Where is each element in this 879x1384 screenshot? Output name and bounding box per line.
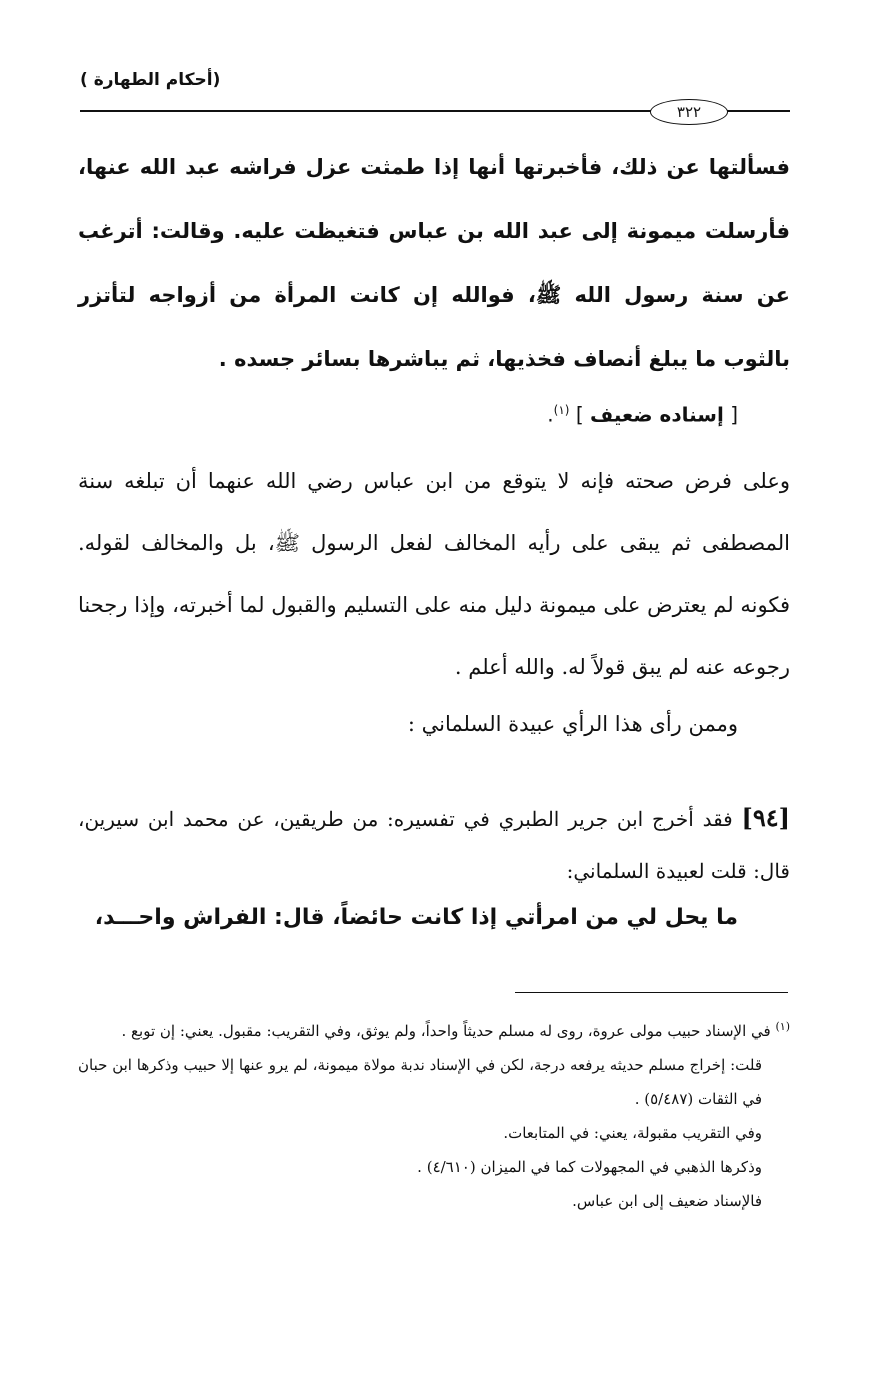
footnote-ref: (١) (553, 403, 570, 417)
hadith-94 (78, 792, 790, 897)
footnote-marker: (١) (775, 1020, 790, 1033)
footnote-1-text: في الإسناد حبيب مولى عروة، روى له مسلم حديثاً واحداً، ولم يوثق، وفي التقريب: مقبول. يعني: إن توبع . (121, 1022, 771, 1040)
quoted-text: ما يحل لي من امرأتي إذا كانت حائضاً، قال: الفراش واحـــد، (94, 905, 738, 930)
footnote-separator (515, 992, 788, 993)
isnad-grading (78, 390, 738, 435)
hadith-number: [٩٤] (741, 803, 790, 832)
footnote-note-dhahabi: وذكرها الذهبي في المجهولات كما في الميزان (٤/٦١٠) . (417, 1158, 762, 1176)
running-header-title: (أحكام الطهارة ) (80, 70, 221, 90)
hadith-text: فقد أخرج ابن جرير الطبري في تفسيره: من طريقين، عن محمد ابن سيرين، قال: قلت لعبيدة السلماني: (78, 807, 790, 883)
bracket-open: [ (730, 402, 738, 427)
footnote-1 (78, 1010, 790, 1048)
commentary-paragraph: وعلى فرض صحته فإنه لا يتوقع من ابن عباس رضي الله عنهما أن تبلغه سنة المصطفى ثم يبقى على رأيه المخالف لفعل الرسول ﷺ، بل والمخالف لقوله. فكونه لم يعترض على ميمونة دليل منه على التسليم والقبول لما أخبرته، وإذا رجحنا رجوعه عنه لم يبق قولاً له. والله أعلم . (78, 469, 790, 679)
intro-line: وممن رأى هذا الرأي عبيدة السلماني : (407, 712, 738, 736)
isnad-period: . (547, 402, 554, 427)
footnote-note-taqrib: وفي التقريب مقبولة، يعني: في المتابعات. (503, 1124, 762, 1142)
narration-paragraph: فسألتها عن ذلك، فأخبرتها أنها إذا طمثت عزل فراشه عبد الله عنها، فأرسلت ميمونة إلى عبد الله بن عباس فتغيظت عليه. وقالت: أترغب عن سنة رسول الله ﷺ، فوالله إن كانت المرأة من أزواجه لتأتزر بالثوب ما يبلغ أنصاف فخذيها، ثم يباشرها بسائر جسده . (78, 155, 790, 371)
footnote-conclusion: فالإسناد ضعيف إلى ابن عباس. (572, 1192, 762, 1210)
page-number: ٣٢٢ (650, 99, 728, 125)
footnotes (78, 1010, 790, 1218)
isnad-grade: إسناده ضعيف (590, 402, 724, 427)
bracket-close: ] (575, 402, 584, 427)
footnote-note-muslim: قلت: إخراج مسلم حديثه يرفعه درجة، لكن في الإسناد ندبة مولاة ميمونة، لم يرو عنها إلا حبيب وذكرها ابن حبان في الثقات (٥/٤٨٧) . (78, 1056, 762, 1108)
